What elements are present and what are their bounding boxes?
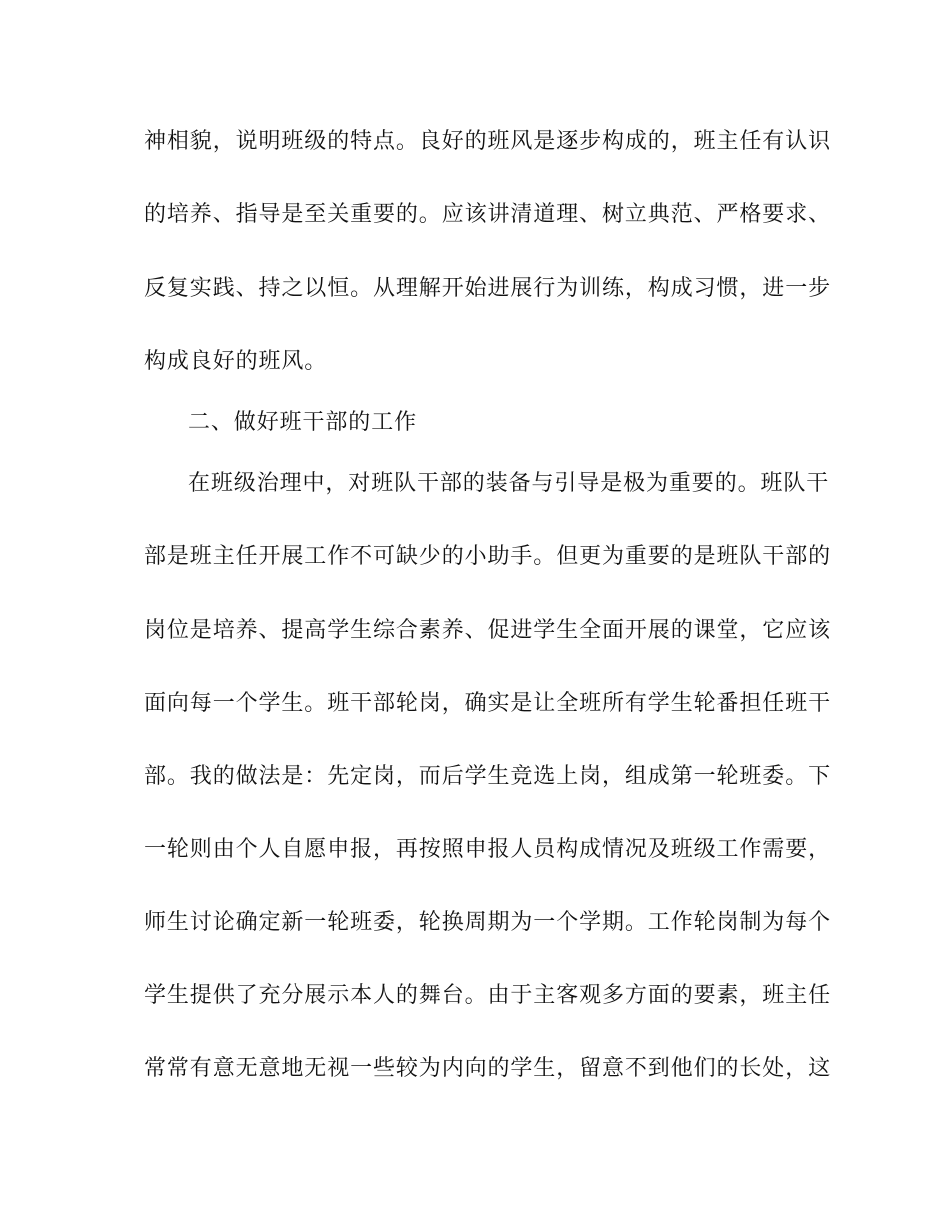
paragraph-line: 构成良好的班风。 (144, 349, 328, 374)
paragraph-line: 部是班主任开展工作不可缺少的小助手。但更为重要的是班队干部的 (144, 544, 832, 569)
paragraph-line: 岗位是培养、提高学生综合素养、促进学生全面开展的课堂，它应该 (144, 618, 832, 643)
paragraph-line: 学生提供了充分展示本人的舞台。由于主客观多方面的要素，班主任 (144, 983, 832, 1008)
paragraph-line: 一轮则由个人自愿申报，再按照申报人员构成情况及班级工作需要， (144, 837, 832, 862)
paragraph-line: 部。我的做法是：先定岗，而后学生竞选上岗，组成第一轮班委。下 (144, 764, 832, 789)
paragraph-line: 的培养、指导是至关重要的。应该讲清道理、树立典范、严格要求、 (144, 202, 832, 227)
paragraph-line: 师生讨论确定新一轮班委，轮换周期为一个学期。工作轮岗制为每个 (144, 910, 832, 935)
section-heading: 二、做好班干部的工作 (188, 410, 418, 435)
paragraph-line: 在班级治理中，对班队干部的装备与引导是极为重要的。班队干 (188, 471, 830, 496)
paragraph-line: 面向每一个学生。班干部轮岗，确实是让全班所有学生轮番担任班干 (144, 691, 832, 716)
paragraph-line: 常常有意无意地无视一些较为内向的学生，留意不到他们的长处，这 (144, 1056, 832, 1081)
paragraph-line: 神相貌，说明班级的特点。良好的班风是逐步构成的，班主任有认识 (144, 129, 832, 154)
paragraph-line: 反复实践、持之以恒。从理解开始进展行为训练，构成习惯，进一步 (144, 276, 832, 301)
